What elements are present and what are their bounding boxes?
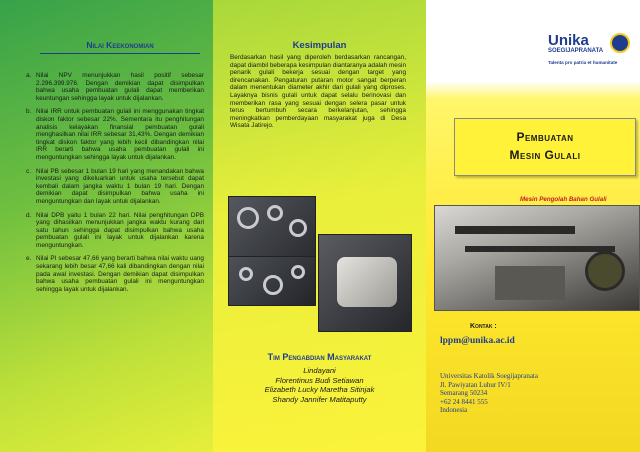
heading-underline	[40, 53, 200, 54]
kesimpulan-heading: Kesimpulan	[292, 40, 347, 51]
machine-caption: Mesin Pengolah Bahan Gulali	[520, 196, 607, 203]
parts-photo	[228, 256, 316, 306]
gear-icon	[237, 207, 259, 229]
tim-names	[213, 366, 426, 404]
gear-icon	[267, 205, 283, 221]
motor-body	[337, 257, 397, 307]
kontak-email[interactable]: lppm@unika.ac.id	[440, 336, 515, 346]
address-line: Universitas Katolik Soegijapranata	[440, 372, 538, 380]
kesimpulan-text: Berdasarkan hasil yang diperoleh berdasarkan rancangan, dapat diambil beberapa kesimpulan diantaranya adalah mesin penarik gulali bekerja sesuai dengan target yang direncanakan. Pengaturan putaran motor sangat berperan dalam menentukan diameter akhir dari gulali yang diproses. Layaknya bisnis gulali untuk dapat selalu berinovasi dan memberikan rasa yang sesuai dengan selera pasar untuk terus bertumbuh secara berkelanjutan, sehingga meningkatkan pemberdayaan masyarakat juga di Desa Wisata Jatirejo.	[230, 54, 406, 130]
list-marker: e.	[26, 255, 32, 263]
address-line: Indonesia	[440, 406, 468, 415]
nilai-list	[26, 72, 204, 299]
list-item	[26, 168, 204, 206]
team-member: Lindayani	[303, 366, 336, 375]
parts-photo	[228, 196, 316, 258]
list-item	[26, 255, 204, 293]
team-member: Florentinus Budi Setiawan	[275, 375, 364, 385]
machine-photo	[434, 205, 640, 311]
brochure-title	[455, 128, 635, 164]
gear-icon	[291, 265, 305, 279]
motor-wheel	[585, 251, 625, 291]
logo-word: Unika	[548, 32, 589, 49]
logo-tagline: Talenta pro patria et humanitate	[548, 60, 618, 65]
machine-bar	[465, 246, 615, 252]
team-member: Shandy Jannifer Matitaputty	[272, 394, 367, 404]
gear-icon	[263, 275, 283, 295]
gear-icon	[289, 219, 307, 237]
nilai-keekonomian-heading: Nilai Keekonomian	[86, 40, 154, 50]
title-line: Pembuatan	[516, 130, 574, 144]
list-item-text: Nilai PI sebesar 47,66 yang berarti bahwa nilai waktu uang sekarang lebih besar 47,66 kali dibandingkan dengan nilai pada awal investasi. Dengan demikian dapat disimpulkan bahwa usaha pembuatan gulali ini menguntungkan sehingga layak untuk dijalankan.	[36, 255, 204, 293]
machine-base	[495, 266, 565, 300]
machine-bar	[455, 226, 575, 234]
seal-icon	[610, 33, 630, 53]
list-item-text: Nilai PB sebesar 1 bulan 19 hari yang menandakan bahwa investasi yang dikeluarkan untuk usaha tersebut dapat kembali dalam jangka waktu 1 bulan 19 hari. Dengan demikian dapat disimpulkan bahwa usaha ini menguntungkan dan layak untuk dijalankan.	[36, 167, 204, 205]
list-marker: b.	[26, 108, 32, 116]
tim-heading: Tim Pengabdian Masyarakat	[267, 352, 372, 362]
gear-icon	[239, 267, 253, 281]
address-line: +62 24 8441 555	[440, 397, 488, 406]
team-member: Elizabeth Lucky Maretha Sitinjak	[264, 385, 375, 395]
list-item-text: Nilai DPB yaitu 1 bulan 22 hari. Nilai penghitungan DPB yang dihasilkan menunjukkan jangka waktu kurang dari satu tahun sehingga dapat disimpulkan bahwa usaha pembuatan gulali ini layak untuk dijalankan karena menguntungkan.	[36, 211, 204, 249]
list-item	[26, 108, 204, 161]
list-item	[26, 72, 204, 102]
kontak-label: Kontak :	[470, 323, 497, 330]
motor-photo	[318, 234, 412, 332]
brochure-title-box	[454, 118, 636, 176]
list-item-text: Nilai NPV menunjukkan hasil positif sebesar 2.296.399.976. Dengan demikian dapat disimpulkan bahwa usaha pembuatan gulali dapat memberikan keuntungan sehingga layak untuk dijalankan.	[36, 72, 204, 102]
list-marker: a.	[26, 72, 32, 79]
title-line: Mesin Gulali	[509, 148, 581, 162]
logo-sub: SOEGIJAPRANATA	[548, 48, 604, 54]
list-marker: d.	[26, 211, 32, 219]
address-block	[440, 372, 538, 415]
list-item	[26, 212, 204, 250]
list-item-text: Nilai IRR untuk pembuatan gulali ini menggunakan tingkat diskon faktor sebesar 22%. Sementara itu penghitungan analisis kelayakan finansial pembuatan gulali menghasilkan nilai IRR sebesar 31,43%. Dengan demikian tingkat diskon faktor yang lebih kecil dibandingkan nilai IRR berarti bahwa usaha pembuatan gulali ini menguntungkan sehingga layak untuk dijalankan.	[36, 108, 204, 161]
list-marker: c.	[26, 167, 31, 175]
address-line: Semarang 50234	[440, 389, 488, 398]
address-line: Jl. Pawiyatan Luhur IV/1	[440, 380, 511, 389]
